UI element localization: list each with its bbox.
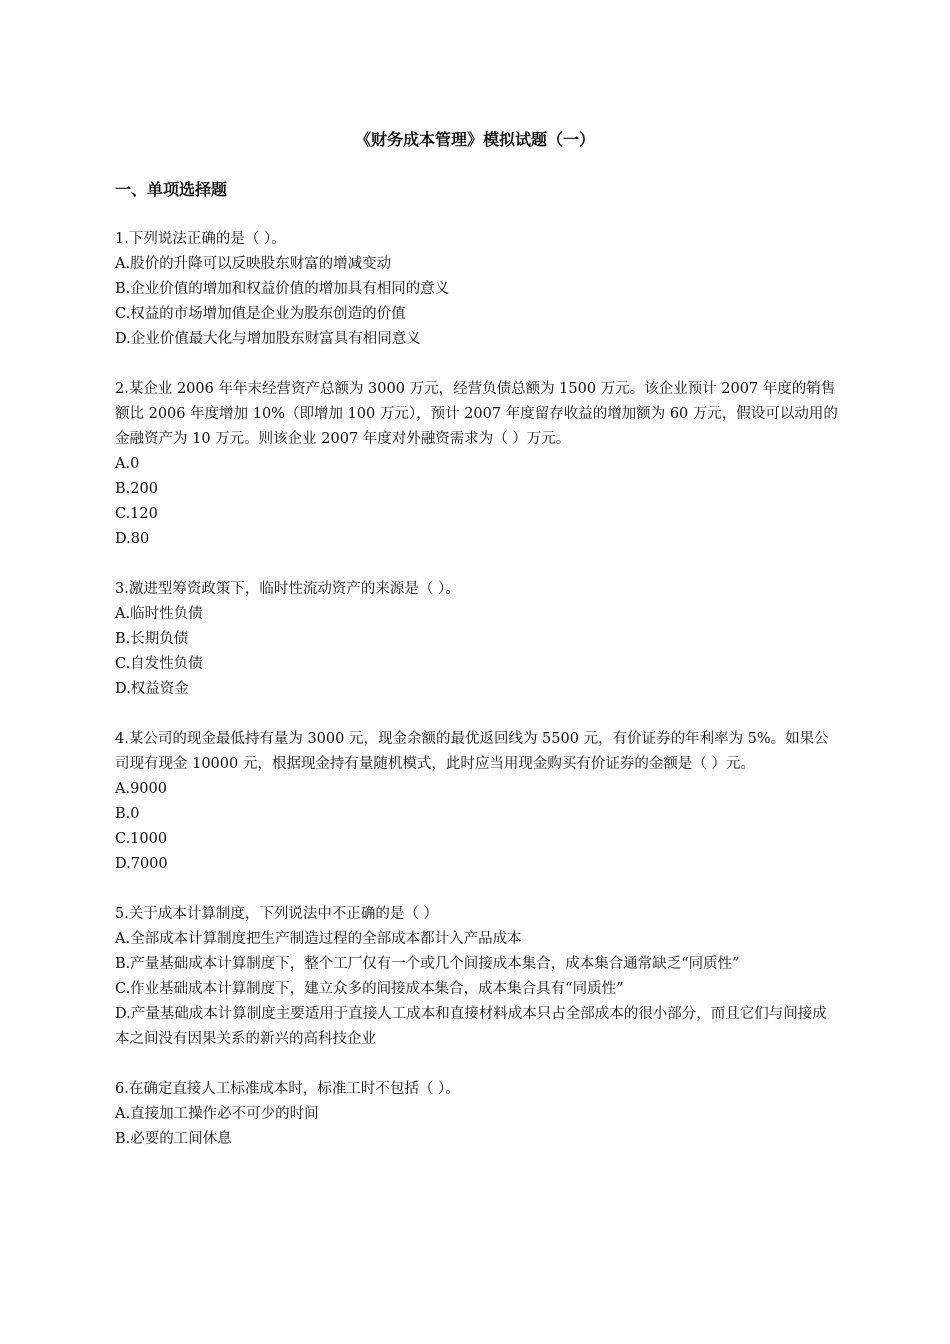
question-text: 6.在确定直接人工标准成本时，标准工时不包括（ ）。 [115, 1081, 460, 1097]
question-2 [115, 377, 840, 552]
question-text: 1.下列说法正确的是（ ）。 [115, 231, 286, 247]
option-b: B.产量基础成本计算制度下，整个工厂仅有一个或几个间接成本集合，成本集合通常缺乏“同质性” [115, 956, 740, 972]
option-c: C.作业基础成本计算制度下，建立众多的间接成本集合，成本集合具有“同质性” [115, 981, 624, 997]
option-a: A.0 [115, 456, 140, 472]
option-b: B.200 [115, 481, 158, 497]
question-text: 3.激进型筹资政策下，临时性流动资产的来源是（ ）。 [115, 581, 460, 597]
option-d: D.企业价值最大化与增加股东财富具有相同意义 [115, 331, 421, 347]
option-d: D.7000 [115, 856, 168, 872]
option-a: A.股价的升降可以反映股东财富的增减变动 [115, 256, 392, 272]
question-1 [115, 227, 840, 352]
question-text: 2.某企业 2006 年年末经营资产总额为 3000 万元，经营负债总额为 1500 万元。该企业预计 2007 年度的销售额比 2006 年度增加 10%（即增加 100 万元），预计 2007 年度留存收益的增加额为 60 万元，假设可以动用的金融资产为 10 万元。则该企业 2007 年度对外融资需求为（ ）万元。 [115, 381, 838, 447]
question-text: 4.某公司的现金最低持有量为 3000 元，现金余额的最优返回线为 5500 元，有价证券的年利率为 5%。如果公司现有现金 10000 元，根据现金持有量随机模式，此时应当用现金购买有价证券的金额是（ ）元。 [115, 731, 829, 772]
question-4 [115, 727, 840, 877]
option-c: C.权益的市场增加值是企业为股东创造的价值 [115, 306, 406, 322]
option-b: B.长期负债 [115, 631, 189, 647]
option-a: A.9000 [115, 781, 167, 797]
option-d: D.权益资金 [115, 681, 189, 697]
option-b: B.必要的工间休息 [115, 1131, 232, 1147]
question-6 [115, 1077, 840, 1152]
option-c: C.自发性负债 [115, 656, 203, 672]
option-d: D.产量基础成本计算制度主要适用于直接人工成本和直接材料成本只占全部成本的很小部分，而且它们与间接成本之间没有因果关系的新兴的高科技企业 [115, 1006, 827, 1047]
option-a: A.全部成本计算制度把生产制造过程的全部成本都计入产品成本 [115, 931, 522, 947]
question-5 [115, 902, 840, 1052]
question-list [115, 227, 840, 1177]
question-3 [115, 577, 840, 702]
option-d: D.80 [115, 531, 150, 547]
option-b: B.0 [115, 806, 140, 822]
option-c: C.1000 [115, 831, 168, 847]
option-c: C.120 [115, 506, 158, 522]
option-a: A.临时性负债 [115, 606, 203, 622]
section-heading: 一、单项选择题 [115, 180, 228, 199]
option-b: B.企业价值的增加和权益价值的增加具有相同的意义 [115, 281, 450, 297]
document-title: 《财务成本管理》模拟试题（一） [354, 130, 595, 149]
question-text: 5.关于成本计算制度，下列说法中不正确的是（ ） [115, 906, 438, 922]
option-a: A.直接加工操作必不可少的时间 [115, 1106, 319, 1122]
